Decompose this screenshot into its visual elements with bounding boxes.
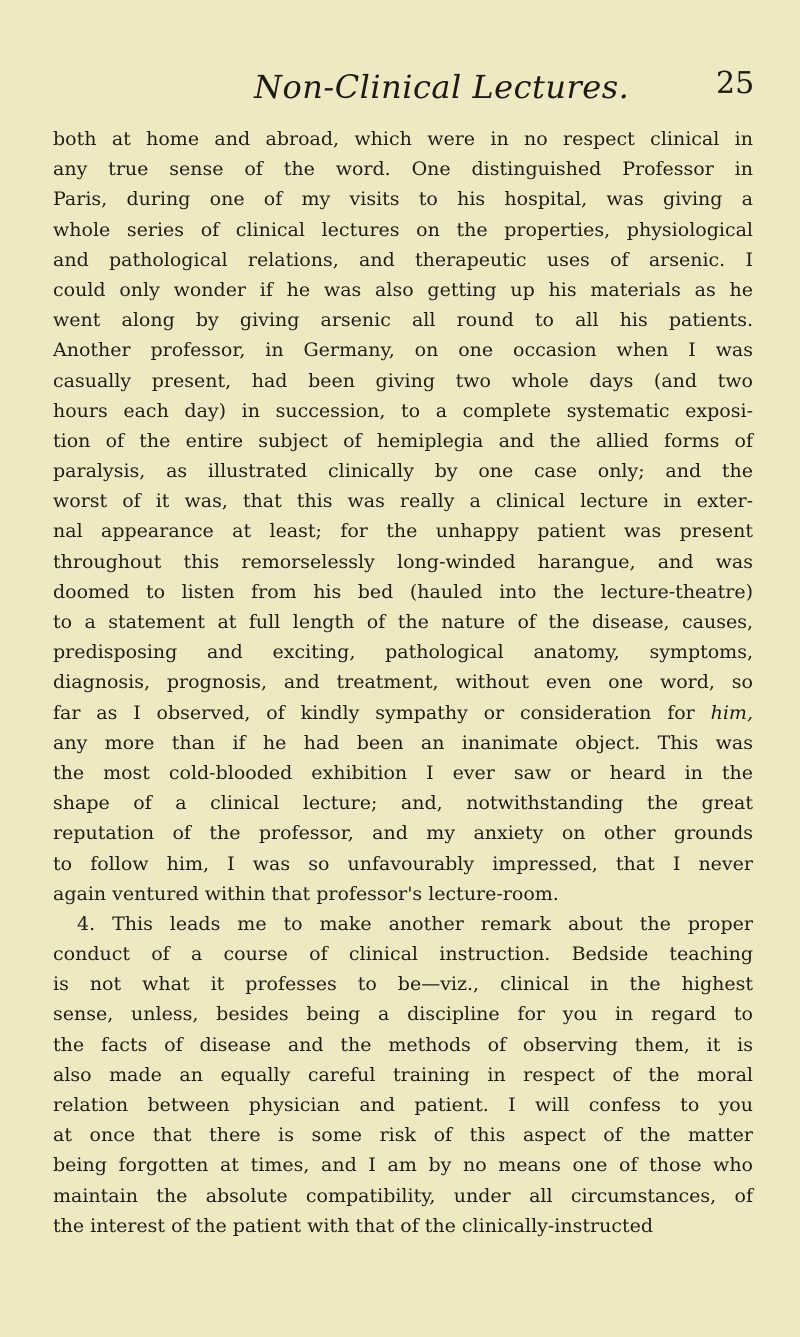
text-line-32: also made an equally careful training in respect of the moral	[53, 1063, 753, 1086]
text-line-17: to a statement at full length of the nature of the disease, causes,	[53, 611, 753, 633]
text-line-15: throughout this remorselessly long-winded harangue, and was	[53, 550, 753, 573]
text-line-13: worst of it was, that this was really a clinical lecture in exter-	[53, 490, 753, 513]
page-number: 25	[716, 66, 755, 101]
text-line-2: any true sense of the word. One distinguished Professor in	[53, 158, 753, 181]
text-line-35: being forgotten at times, and I am by no means one of those who	[53, 1154, 753, 1177]
text-line-22: the most cold-blooded exhibition I ever saw or heard in the	[53, 761, 753, 784]
text-line-30: sense, unless, besides being a discipline for you in regard to	[53, 1003, 753, 1026]
text-line-1: both at home and abroad, which were in no respect clinical in	[53, 128, 753, 150]
text-line-29: is not what it professes to be—viz., clinical in the highest	[53, 973, 753, 996]
text-line-18: predisposing and exciting, pathological anatomy, symptoms,	[53, 641, 753, 664]
text-line-28: conduct of a course of clinical instruction. Bedside teaching	[53, 943, 753, 966]
text-line-20	[53, 698, 753, 728]
text-line-24: reputation of the professor, and my anxiety on other grounds	[53, 822, 753, 845]
text-line-31: the facts of disease and the methods of observing them, it is	[53, 1033, 753, 1056]
text-line-12: paralysis, as illustrated clinically by one case only; and the	[53, 460, 753, 483]
text-line-6: could only wonder if he was also getting up his materials as he	[53, 278, 753, 301]
text-line-16: doomed to listen from his bed (hauled into the lecture-theatre)	[53, 580, 753, 603]
text-line-19: diagnosis, prognosis, and treatment, without even one word, so	[53, 671, 753, 694]
text-line-25: to follow him, I was so unfavourably impressed, that I never	[53, 852, 753, 875]
text-line-21: any more than if he had been an inanimate object. This was	[53, 731, 753, 754]
text-line-20-main: far as I observed, of kindly sympathy or consideration for	[53, 701, 695, 724]
italic-word: him,	[710, 701, 753, 724]
text-line-37: the interest of the patient with that of the clinically-instructed	[53, 1214, 654, 1237]
text-line-3: Paris, during one of my visits to his hospital, was giving a	[53, 188, 753, 211]
text-line-23: shape of a clinical lecture; and, notwithstanding the great	[53, 792, 753, 815]
text-line-14: nal appearance at least; for the unhappy patient was present	[53, 520, 753, 543]
text-line-7: went along by giving arsenic all round to all his patients.	[53, 309, 753, 332]
text-line-11: tion of the entire subject of hemiplegia and the allied forms of	[53, 429, 753, 452]
text-line-26: again ventured within that professor's lecture-room.	[53, 882, 559, 905]
text-line-36: maintain the absolute compatibility, under all circumstances, of	[53, 1184, 753, 1207]
text-line-5: and pathological relations, and therapeutic uses of arsenic. I	[53, 248, 753, 271]
text-line-27: 4. This leads me to make another remark about the proper	[77, 912, 753, 935]
text-line-10: hours each day) in succession, to a complete systematic exposi-	[53, 399, 753, 422]
text-line-33: relation between physician and patient. I will confess to you	[53, 1094, 753, 1116]
text-line-4: whole series of clinical lectures on the properties, physiological	[53, 218, 753, 241]
running-title: Non-Clinical Lectures.	[254, 68, 630, 106]
text-line-8: Another professor, in Germany, on one occasion when I was	[53, 339, 753, 362]
text-line-34: at once that there is some risk of this aspect of the matter	[53, 1124, 753, 1147]
body-text	[53, 124, 753, 1241]
text-line-9: casually present, had been giving two whole days (and two	[53, 369, 753, 392]
